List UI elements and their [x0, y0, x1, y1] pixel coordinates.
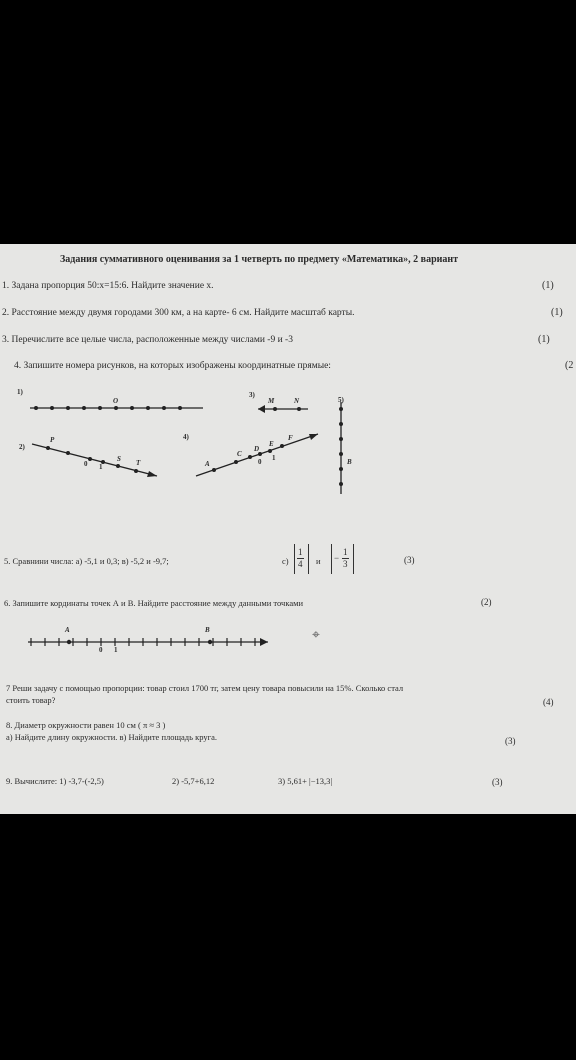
task-5-c-label: с) — [282, 556, 289, 566]
task-8-text-line1: 8. Диаметр окружности равен 10 см ( π ≈ 3 ) — [6, 720, 166, 730]
page-title: Задания суммативного оценивания за 1 четверть по предмету «Математика», 2 вариант — [60, 254, 459, 265]
figure-1-line — [30, 406, 203, 410]
frac1-numerator: 1 — [298, 547, 303, 557]
task-8-text-line2: а) Найдите длину окружности. в) Найдите площадь круга. — [6, 732, 218, 742]
task-9-part-3: 3) 5,61+ |−13,3| — [278, 776, 333, 786]
figure-3-line — [258, 405, 308, 413]
task-9-part-2: 2) -5,7+6,12 — [172, 776, 215, 786]
task-3-points: (1) — [538, 334, 550, 345]
figure-4-point-e: E — [269, 440, 274, 448]
number-line-dot-b — [208, 640, 212, 644]
figure-4-line — [196, 434, 318, 476]
task-4-text: 4. Запишите номера рисунков, на которых изображены координатные прямые: — [14, 361, 331, 371]
figure-2-point-p: P — [50, 436, 55, 444]
figure-2-one: 1 — [99, 463, 103, 471]
figure-2-zero: 0 — [84, 460, 88, 468]
task-7-text-line2: стоить товар? — [6, 695, 56, 705]
figure-1-label: 1) — [17, 388, 23, 396]
task-9-text: 9. Вычислите: 1) -3,7-(-2,5) — [6, 776, 104, 786]
figure-2-label: 2) — [19, 443, 25, 451]
figure-4-point-d: D — [254, 445, 260, 453]
figure-4-point-a: A — [205, 460, 210, 468]
task-9-points: (3) — [492, 777, 503, 787]
frac1-denominator: 4 — [298, 559, 303, 569]
figure-3-point-m: M — [268, 397, 275, 405]
figure-5-label: 5) — [338, 396, 344, 404]
task-5-points: (3) — [404, 555, 415, 565]
number-line-one: 1 — [114, 646, 118, 654]
task-2-text: 2. Расстояние между двумя городами 300 км, а на карте- 6 см. Найдите масштаб карты. — [2, 308, 355, 318]
task-5-text: 5. Сравнини числа: а) -5,1 и 0,3; в) -5,2 и -9,7; — [4, 556, 169, 566]
figure-2-point-t: T — [136, 459, 141, 467]
task-3-text: 3. Перечислите все целые числа, расположенные между числами -9 и -3 — [2, 335, 293, 345]
task-7-points: (4) — [543, 697, 554, 707]
figure-4-point-f: F — [288, 434, 293, 442]
cursor-icon: ⌖ — [312, 628, 320, 643]
task-6-number-line — [28, 638, 268, 646]
figure-4-zero: 0 — [258, 458, 262, 466]
figure-3-label: 3) — [249, 391, 255, 399]
task-6-text: 6. Запишите кординаты точек А и В. Найдите расстояние между данными точками — [4, 598, 304, 608]
figure-2-point-s: S — [117, 455, 121, 463]
figure-1-point-o: O — [113, 397, 119, 405]
number-line-point-a: A — [65, 626, 70, 634]
abs-fraction-1 — [294, 544, 309, 574]
frac2-denominator: 3 — [343, 559, 348, 569]
frac2-numerator: 1 — [343, 547, 348, 557]
abs-fraction-2 — [331, 544, 354, 574]
task-5-and: и — [316, 556, 321, 566]
figure-4-one: 1 — [272, 454, 276, 462]
figure-5-point-b: B — [347, 458, 352, 466]
task-7-text-line1: 7 Реши задачу с помощью пропорции: товар стоил 1700 тг, затем цену товара повысили на 15%. Сколько стал — [6, 683, 404, 693]
number-line-zero: 0 — [99, 646, 103, 654]
task-1-text: 1. Задана пропорция 50:x=15:6. Найдите значение x. — [2, 281, 214, 291]
figure-5-line — [339, 402, 343, 494]
task-4-points: (2 — [565, 360, 574, 371]
figure-4-point-c: C — [237, 450, 242, 458]
frac2-minus: − — [334, 553, 340, 563]
task-2-points: (1) — [551, 307, 563, 318]
task-6-points: (2) — [481, 597, 492, 607]
task-1-points: (1) — [542, 280, 554, 291]
figure-4-label: 4) — [183, 433, 189, 441]
worksheet-page — [0, 244, 576, 814]
number-line-point-b: B — [205, 626, 210, 634]
task-8-points: (3) — [505, 736, 516, 746]
number-line-dot-a — [67, 640, 71, 644]
figure-3-point-n: N — [294, 397, 300, 405]
